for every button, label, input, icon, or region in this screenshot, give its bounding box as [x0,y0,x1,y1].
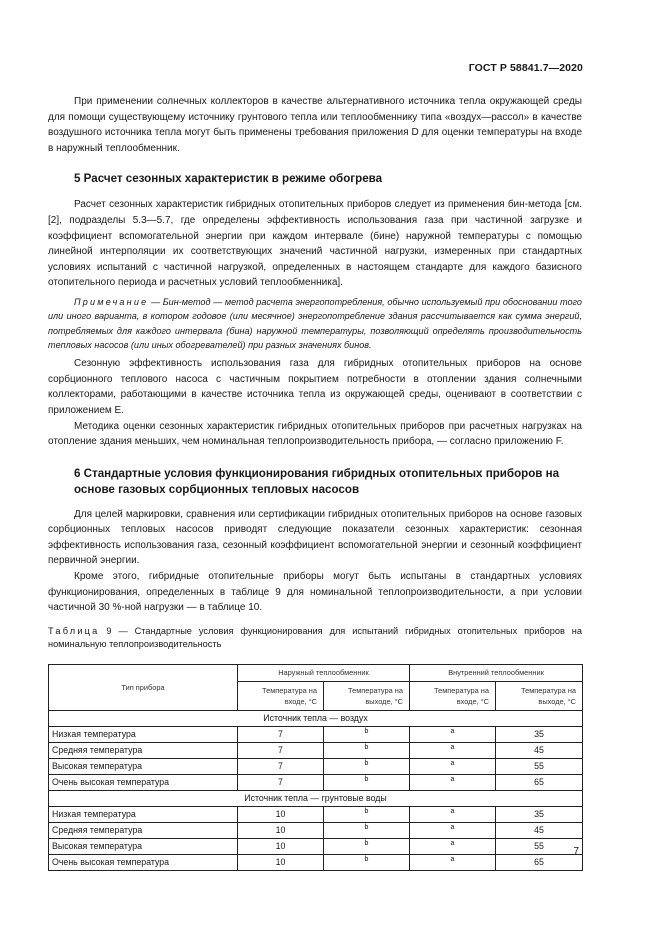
table-9 [48,664,583,871]
outer-inlet-cell: 7 [238,774,324,790]
table-row [49,854,583,870]
section-5-paragraph-2: Сезонную эффективность использования газа для гибридных отопительных приборов на основе сорбционного теплового насоса с частичным покрытием потребности в отоплении здания солнечными коллекторами, работающими в качестве источника тепла из окружающей среды, оценивают в соответствии с приложением Е. [48,358,582,416]
device-type-cell: Высокая температура [49,758,238,774]
group-title-air: Источник тепла — воздух [49,710,583,726]
section-5-note [48,295,582,352]
inner-inlet-cell: a [410,758,496,774]
device-type-cell: Очень высокая температура [49,854,238,870]
device-type-cell: Средняя температура [49,822,238,838]
inner-outlet-cell: 35 [496,806,583,822]
section-5-heading: 5 Расчет сезонных характеристик в режиме обогрева [74,172,383,186]
table-row [49,822,583,838]
col-inner-inlet-temp: Температура на входе, °С [410,681,496,710]
outer-inlet-cell: 7 [238,726,324,742]
outer-outlet-cell: b [324,742,410,758]
inner-inlet-cell: a [410,806,496,822]
outer-outlet-cell: b [324,726,410,742]
table-caption-label: Таблица [48,625,100,636]
device-type-cell: Низкая температура [49,726,238,742]
table-row [49,838,583,854]
page-number: 7 [573,846,579,857]
col-inner-outlet-temp: Температура на выходе, °С [496,681,583,710]
col-outer-inlet-temp: Температура на входе, °С [238,681,324,710]
inner-inlet-cell: a [410,774,496,790]
col-outer-exchanger: Наружный теплообменник [238,664,410,681]
group-title-groundwater: Источник тепла — грунтовые воды [49,790,583,806]
inner-outlet-cell: 65 [496,774,583,790]
outer-outlet-cell: b [324,774,410,790]
inner-outlet-cell: 55 [496,758,583,774]
device-type-cell: Низкая температура [49,806,238,822]
inner-outlet-cell: 45 [496,742,583,758]
table-row [49,758,583,774]
outer-outlet-cell: b [324,854,410,870]
section-6-heading: 6 Стандартные условия функционирования гибридных отопительных приборов на основе газовых сорбционных тепловых насосов [74,466,560,496]
outer-inlet-cell: 10 [238,806,324,822]
outer-outlet-cell: b [324,806,410,822]
table-9-caption [48,625,582,651]
outer-inlet-cell: 10 [238,822,324,838]
inner-inlet-cell: a [410,726,496,742]
inner-outlet-cell: 45 [496,822,583,838]
outer-inlet-cell: 7 [238,758,324,774]
outer-inlet-cell: 7 [238,742,324,758]
outer-outlet-cell: b [324,838,410,854]
col-device-type: Тип прибора [49,664,238,710]
outer-outlet-cell: b [324,822,410,838]
inner-inlet-cell: a [410,838,496,854]
inner-outlet-cell: 35 [496,726,583,742]
section-5-paragraph-3: Методика оценки сезонных характеристик гибридных отопительных приборов при расчетных нагрузках на отопление здания меньших, чем номинальная теплопроизводительность прибора, — согласно приложению F. [48,420,582,448]
col-outer-outlet-temp: Температура на выходе, °С [324,681,410,710]
inner-outlet-cell: 65 [496,854,583,870]
table-row [49,742,583,758]
page-content [48,94,582,871]
device-type-cell: Высокая температура [49,838,238,854]
note-text: — Бин-метод — метод расчета энергопотребления, обычно используемый при обосновании того или иного варианта, в котором годовое (или месячное) энергопотребление здания рассчитывается как сумма энергий, потребляемых для каждого интервала (бина) наружной температуры, позволяющий определять производительность тепловых насосов (или иных обогревателей) при разных значениях бинов. [48,296,582,350]
inner-outlet-cell: 55 [496,838,583,854]
inner-inlet-cell: a [410,854,496,870]
col-inner-exchanger: Внутренний теплообменник [410,664,583,681]
note-label: Примечание [74,296,149,307]
device-type-cell: Очень высокая температура [49,774,238,790]
standard-number: ГОСТ Р 58841.7—2020 [468,62,583,74]
section-6-paragraph-2: Кроме этого, гибридные отопительные приборы могут быть испытаны в стандартных условиях функционирования, определенных в таблице 9 для номинальной теплопроизводительности, а при условии частичной 30 %-ной нагрузки — в таблице 10. [48,571,582,614]
device-type-cell: Средняя температура [49,742,238,758]
inner-inlet-cell: a [410,822,496,838]
table-caption-text: 9 — Стандартные условия функционирования для испытаний гибридных отопительных приборов на номинальную теплопроизводительность [48,625,582,649]
table-row [49,726,583,742]
inner-inlet-cell: a [410,742,496,758]
outer-outlet-cell: b [324,758,410,774]
section-5-paragraph-1: Расчет сезонных характеристик гибридных отопительных приборов следует из применения бин-метода [см. [2], подразделы 5.3—5.7, где определены эффективность использования газа при частичной загрузке и коэффициент вспомогательной энергии при каждом интервале (бине) наружной температуры с помощью линейной интерполяции их соответствующих значений частичной нагрузки, измеренных при стандартных условиях испытаний с частичной нагрузкой, определенных в настоящем стандарте для каждого базисного отопительного периода и расчетных условий теплообменника]. [48,199,582,289]
outer-inlet-cell: 10 [238,854,324,870]
table-row [49,806,583,822]
section-6-paragraph-1: Для целей маркировки, сравнения или сертификации гибридных отопительных приборов на основе газовых сорбционных тепловых насосов приводят следующие показатели сезонных характеристик: сезонная эффективность использования газа, сезонный коэффициент вспомогательной энергии и сезонный коэффициент первичной энергии. [48,508,582,567]
outer-inlet-cell: 10 [238,838,324,854]
table-row [49,774,583,790]
intro-paragraph: При применении солнечных коллекторов в качестве альтернативного источника тепла окружающей среды для помощи существующему источнику грунтового тепла или теплообменнику типа «воздух—рассол» в качестве воздушного источника тепла могут быть применены требования приложения D для оценки температуры на входе в наружный теплообменник. [48,96,582,154]
